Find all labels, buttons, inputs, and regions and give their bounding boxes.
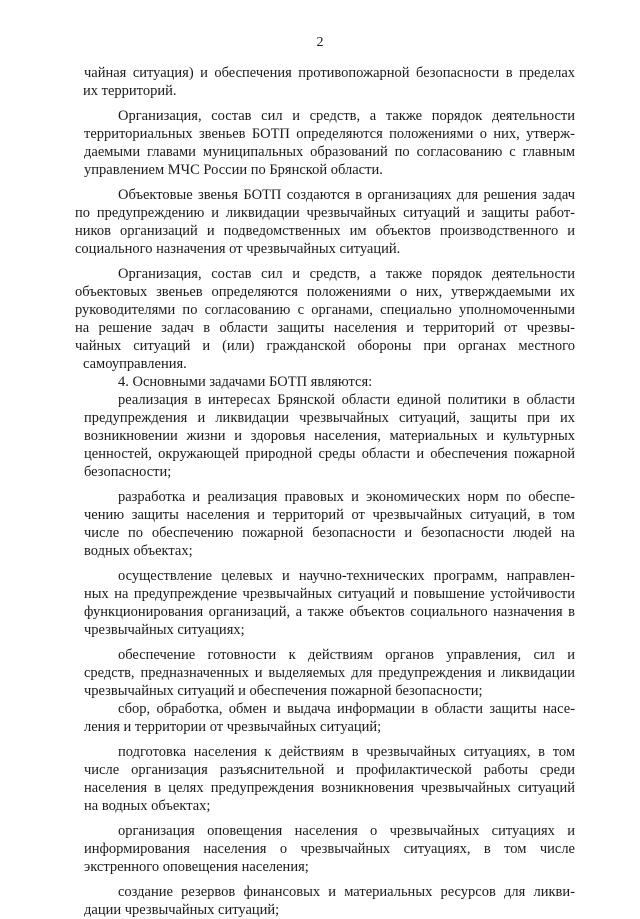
paragraph-line: разработка и реализация правовых и экономических норм по обеспе- — [118, 489, 575, 505]
paragraph-line: чайных ситуаций и (или) гражданской обороны при органах местного — [75, 338, 575, 354]
paragraph-line: чайная ситуация) и обеспечения противопожарной безопасности в пределах — [84, 65, 575, 81]
paragraph-line: реализация в интересах Брянской области единой политики в области — [118, 392, 575, 408]
paragraph-line: Организация, состав сил и средств, а также порядок деятельности — [118, 108, 575, 124]
page-number: 2 — [316, 35, 324, 50]
paragraph-line: водных объектах; — [84, 543, 193, 559]
paragraph-line: объектовых звеньев определяются положениями о них, утверждаемыми их — [75, 284, 575, 300]
paragraph-line: руководителями по согласованию с органами, специально уполномоченными — [75, 302, 575, 318]
paragraph-line: чрезвычайных ситуаций и обеспечения пожарной безопасности; — [84, 683, 483, 699]
paragraph-line: информирования населения о чрезвычайных ситуациях, в том числе — [84, 841, 575, 857]
paragraph-line: по предупреждению и ликвидации чрезвычайных ситуаций и защиты работ- — [75, 205, 575, 221]
paragraph-line: дации чрезвычайных ситуаций; — [84, 902, 280, 918]
paragraph-line: управлением МЧС России по Брянской области. — [84, 162, 383, 178]
paragraph-line: возникновении жизни и здоровья населения, материальных и культурных — [84, 428, 575, 444]
paragraph-line: организация оповещения населения о чрезвычайных ситуациях и — [118, 823, 575, 839]
paragraph-line: ных на предупреждение чрезвычайных ситуаций и повышение устойчивости — [84, 586, 575, 602]
paragraph-line: осуществление целевых и научно-технических программ, направлен- — [118, 568, 575, 584]
paragraph-line: Объектовые звенья БОТП создаются в организациях для решения задач — [118, 187, 575, 203]
paragraph-line: на решение задач в области защиты населения и территорий от чрезвы- — [75, 320, 575, 336]
paragraph-line: даемыми главами муниципальных образований по согласованию с главным — [84, 144, 575, 160]
paragraph-line: сбор, обработка, обмен и выдача информации в области защиты насе- — [118, 701, 575, 717]
paragraph-line: чению защиты населения и территорий от чрезвычайных ситуаций, в том — [84, 507, 575, 523]
paragraph-line: самоуправления. — [83, 356, 187, 372]
paragraph-line: ления и территории от чрезвычайных ситуаций; — [84, 719, 382, 735]
paragraph-line: обеспечение готовности к действиям органов управления, сил и — [118, 647, 575, 663]
paragraph-line: чрезвычайных ситуациях; — [84, 622, 245, 638]
paragraph-line: их территорий. — [83, 83, 177, 99]
paragraph-line: числе организация разъяснительной и профилактической работы среди — [84, 762, 575, 778]
paragraph-line: создание резервов финансовых и материальных ресурсов для ликви- — [118, 884, 575, 900]
paragraph-line: подготовка населения к действиям в чрезвычайных ситуациях, в том — [118, 744, 575, 760]
paragraph-line: экстренного оповещения населения; — [84, 859, 309, 875]
paragraph-line: функционирования организаций, а также объектов социального назначения в — [84, 604, 575, 620]
paragraph-line: территориальных звеньев БОТП определяются положениями о них, утверж- — [84, 126, 575, 142]
document-body — [70, 64, 575, 919]
paragraph-line: предупреждения и ликвидации чрезвычайных ситуаций, защиты при их — [84, 410, 575, 426]
paragraph-line: числе по обеспечению пожарной безопасности и безопасности людей на — [84, 525, 575, 541]
section-heading: 4. Основными задачами БОТП являются: — [118, 374, 373, 390]
paragraph-line: социального назначения от чрезвычайных ситуаций. — [75, 241, 401, 257]
paragraph-line: средств, предназначенных и выделяемых для предупреждения и ликвидации — [84, 665, 575, 681]
paragraph-line: населения в целях предупреждения возникновения чрезвычайных ситуаций — [84, 780, 575, 796]
paragraph-line: ников организаций и подведомственных им объектов производственного и — [75, 223, 575, 239]
paragraph-line: Организация, состав сил и средств, а также порядок деятельности — [118, 266, 575, 282]
paragraph-line: на водных объектах; — [84, 798, 211, 814]
paragraph-line: ценностей, окружающей природной среды области и обеспечения пожарной — [84, 446, 575, 462]
paragraph-line: безопасности; — [84, 464, 172, 480]
